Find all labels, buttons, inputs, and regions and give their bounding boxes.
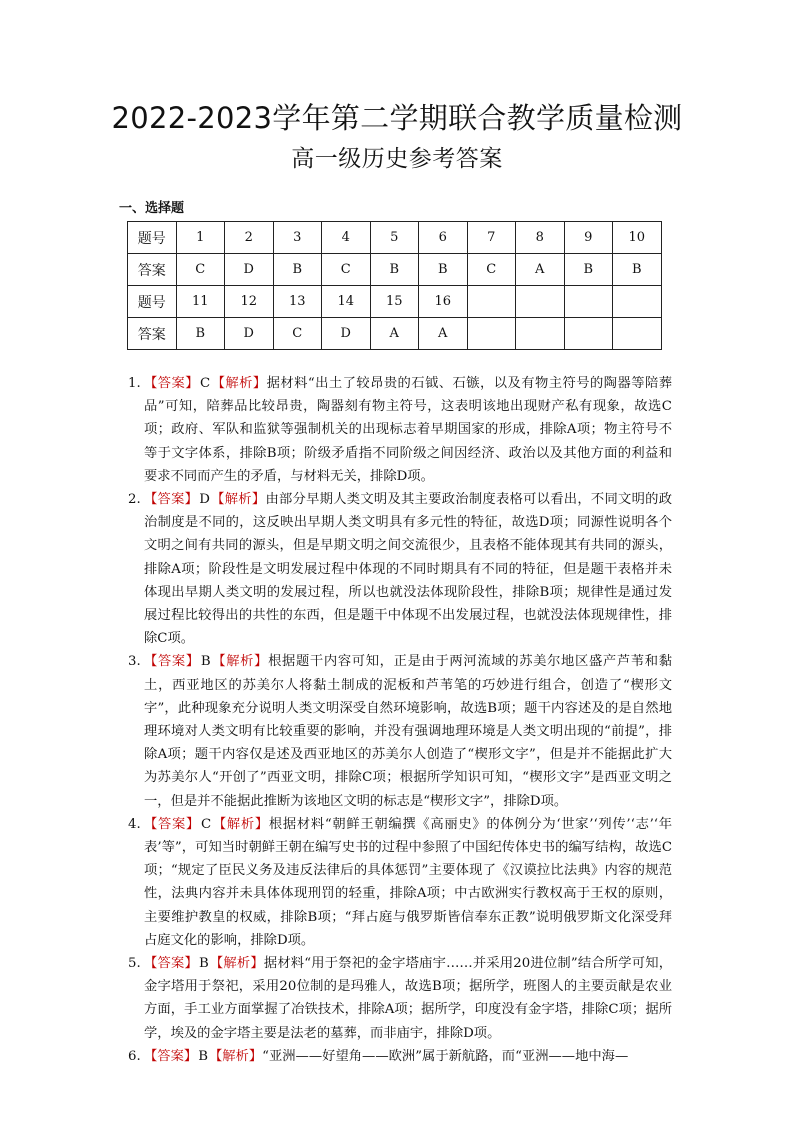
explanation-text: 根据题干内容可知，正是由于两河流域的苏美尔地区盛产芦苇和黏土，西亚地区的苏美尔人将黏土制成的泥板和芦苇笔的巧妙进行组合，创造了“楔形文字”，此种现象充分说明人类文明深受自然环境影响，故选B项；题干内容述及的是自然地理环境对人类文明有比较重要的影响，并没有强调地理环境是人类文明出现的“前提”，排除A项；题干内容仅是述及西亚地区的苏美尔人创造了“楔形文字”，但是并不能据此扩大为苏美尔人“开创了”西亚文明，排除C项；根据所学知识可知，“楔形文字”是西亚文明之一，但是并不能据此推断为该地区文明的标志是“楔形文字”，排除D项。 — [144, 654, 673, 809]
table-row — [128, 318, 662, 350]
row-header: 答案 — [128, 254, 177, 286]
table-cell: B — [370, 254, 419, 286]
analysis-label: 【解析】 — [208, 1048, 263, 1064]
table-cell: C — [467, 254, 516, 286]
table-cell: A — [370, 318, 419, 350]
answer-label: 【答案】 — [144, 654, 200, 670]
table-cell: 11 — [176, 286, 225, 318]
explanation-text: 据材料“用于祭祀的金字塔庙宇……并采用20进位制”结合所学可知，金字塔用于祭祀，采用20位制的是玛雅人，故选B项；据所学，班图人的主要贡献是农业方面，手工业方面掌握了冶铁技术，排除A项；据所学，印度没有金字塔，排除C项；据所学，埃及的金字塔主要是法老的墓葬，而非庙宇，排除D项。 — [144, 956, 673, 1041]
answer-label: 【答案】 — [144, 492, 199, 508]
answer-letter: B — [198, 956, 209, 972]
list-item — [128, 372, 672, 488]
table-cell: B — [419, 254, 468, 286]
answer-letter: C — [199, 376, 211, 391]
table-row — [128, 222, 662, 254]
table-row — [128, 254, 662, 286]
analysis-label: 【解析】 — [212, 816, 269, 832]
explanation-text: 据材料“出土了较昂贵的石钺、石镞，以及有物主符号的陶器等陪葬品”可知，陪葬品比较昂贵，陶器刻有物主符号，这表明该地出现财产私有现象，故选C项；政府、军队和监狱等强制机关的出现标志着早期国家的形成，排除A项；物主符号不等于文字体系，排除B项；阶级矛盾指不同阶级之间因经济、政治以及其他方面的利益和要求不同而产生的矛盾，与材料无关，排除D项。 — [144, 376, 673, 484]
table-cell: 9 — [564, 222, 613, 254]
analysis-label: 【解析】 — [211, 376, 267, 391]
table-cell: 10 — [613, 222, 662, 254]
answer-label: 【答案】 — [144, 376, 199, 391]
table-cell: D — [322, 318, 371, 350]
item-number: 1. — [128, 376, 141, 391]
row-header: 答案 — [128, 318, 177, 350]
answer-label: 【答案】 — [144, 816, 200, 832]
item-number: 5. — [128, 956, 141, 972]
answer-label: 【答案】 — [144, 1048, 198, 1064]
table-cell: B — [613, 254, 662, 286]
row-header: 题号 — [128, 286, 177, 318]
item-number: 6. — [128, 1048, 141, 1064]
table-cell: A — [516, 254, 565, 286]
table-cell: 6 — [419, 222, 468, 254]
list-item — [128, 650, 672, 812]
row-header: 题号 — [128, 222, 177, 254]
analysis-label: 【解析】 — [209, 956, 264, 972]
list-item — [128, 488, 672, 650]
answer-letter: B — [200, 654, 211, 670]
page-title: 2022-2023学年第二学期联合教学质量检测 — [111, 101, 683, 135]
answer-table — [127, 221, 662, 350]
answer-label: 【答案】 — [144, 956, 198, 972]
table-cell: 2 — [225, 222, 274, 254]
answer-letter: D — [199, 492, 210, 508]
page-subtitle: 高一级历史参考答案 — [291, 146, 503, 172]
table-cell: 15 — [370, 286, 419, 318]
analysis-label: 【解析】 — [211, 654, 269, 670]
table-cell: 12 — [225, 286, 274, 318]
table-cell — [613, 318, 662, 350]
table-cell: 8 — [516, 222, 565, 254]
explanations-list — [128, 372, 672, 1068]
explanation-text: “亚洲——好望角——欧洲”属于新航路，而“亚洲——地中海— — [262, 1048, 629, 1064]
section-heading: 一、选择题 — [119, 201, 185, 216]
table-cell — [467, 318, 516, 350]
table-cell: 13 — [273, 286, 322, 318]
table-cell: 7 — [467, 222, 516, 254]
table-cell: C — [176, 254, 225, 286]
table-cell — [516, 318, 565, 350]
item-number: 3. — [128, 654, 141, 670]
table-cell: 5 — [370, 222, 419, 254]
table-cell: B — [564, 254, 613, 286]
table-cell — [516, 286, 565, 318]
list-item — [128, 813, 672, 952]
explanation-text: 根据材料“朝鲜王朝编撰《高丽史》的体例分为‘世家’‘列传’‘志’‘年表’等”，可知当时朝鲜王朝在编写史书的过程中参照了中国纪传体史书的编写结构，故选C项；“规定了臣民义务及违反法律后的具体惩罚”主要体现了《汉谟拉比法典》内容的规范性，法典内容并未具体体现刑罚的轻重，排除A项；中古欧洲实行教权高于王权的原则，主要维护教皇的权威，排除B项；“拜占庭与俄罗斯皆信奉东正教”说明俄罗斯文化深受拜占庭文化的影响，排除D项。 — [144, 816, 673, 948]
table-cell: 3 — [273, 222, 322, 254]
list-item — [128, 952, 672, 1045]
table-cell: 14 — [322, 286, 371, 318]
answer-letter: B — [198, 1048, 208, 1064]
table-cell: C — [322, 254, 371, 286]
analysis-label: 【解析】 — [210, 492, 266, 508]
table-row — [128, 286, 662, 318]
item-number: 4. — [128, 816, 141, 832]
table-cell — [467, 286, 516, 318]
list-item — [128, 1045, 672, 1068]
table-cell: B — [176, 318, 225, 350]
answer-letter: C — [201, 816, 212, 832]
table-cell: 16 — [419, 286, 468, 318]
item-number: 2. — [128, 492, 141, 508]
table-cell: B — [273, 254, 322, 286]
explanation-text: 由部分早期人类文明及其主要政治制度表格可以看出，不同文明的政治制度是不同的，这反映出早期人类文明具有多元性的特征，故选D项；同源性说明各个文明之间有共同的源头，但是早期文明之间交流很少，且表格不能体现其有共同的源头，排除A项；阶段性是文明发展过程中体现的不同时期具有不同的特征，但是题干表格并未体现出早期人类文明的发展过程，所以也就没法体现阶段性，排除B项；规律性是通过发展过程比较得出的共性的东西，但是题干中体现不出发展过程，也就没法体现规律性，排除C项。 — [144, 492, 673, 647]
table-cell — [564, 286, 613, 318]
table-cell: 1 — [176, 222, 225, 254]
table-cell: D — [225, 254, 274, 286]
table-cell: A — [419, 318, 468, 350]
table-cell — [613, 286, 662, 318]
table-cell: 4 — [322, 222, 371, 254]
table-cell: D — [225, 318, 274, 350]
table-cell: C — [273, 318, 322, 350]
table-cell — [564, 318, 613, 350]
